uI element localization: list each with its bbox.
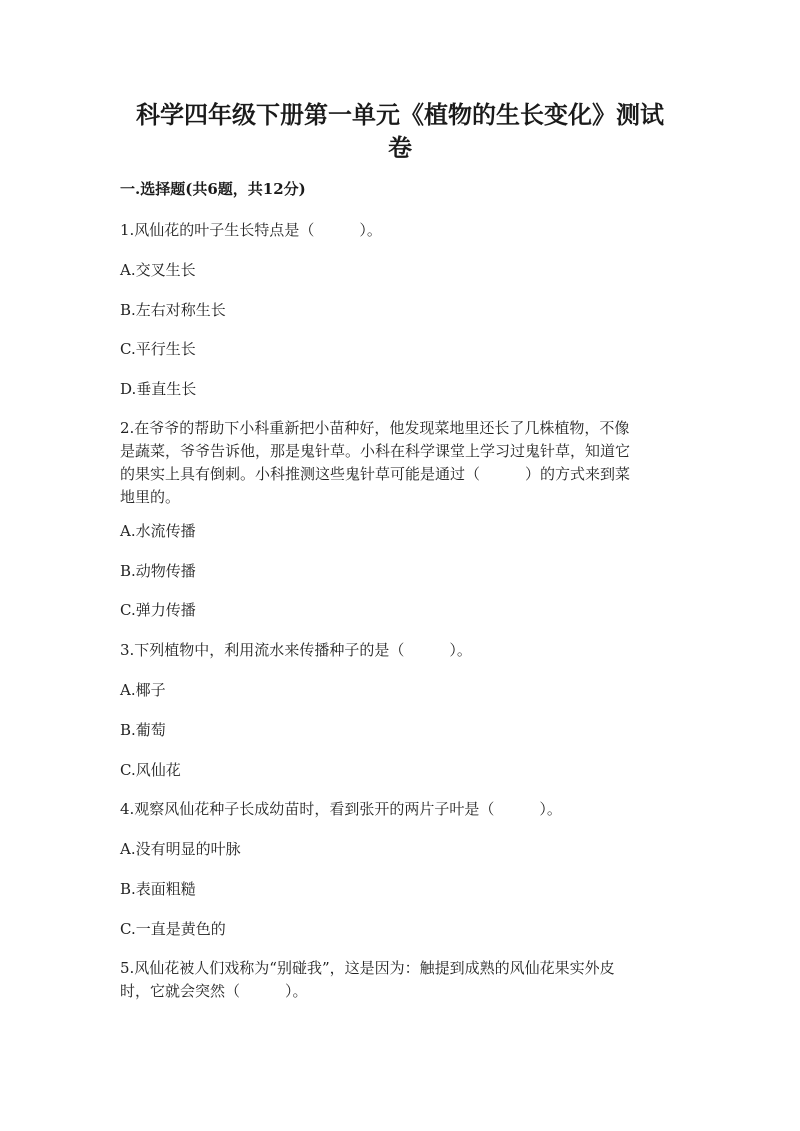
question-2-line-3: 的果实上具有倒刺。小科推测这些鬼针草可能是通过（ ）的方式来到菜 [120,465,631,483]
question-4-stem: 4.观察风仙花种子长成幼苗时，看到张开的两片子叶是（ ）。 [120,800,562,818]
document-title [110,98,690,164]
question-5-line-2: 时，它就会突然（ ）。 [120,982,308,1000]
question-1-option-a: A.交叉生长 [120,261,196,279]
question-1-option-d: D.垂直生长 [120,380,197,398]
question-2-option-c: C.弹力传播 [120,601,196,619]
question-4-option-b: B.表面粗糙 [120,880,196,898]
question-1-option-b: B.左右对称生长 [120,301,226,319]
question-3-stem: 3.下列植物中，利用流水来传播种子的是（ ）。 [120,641,472,659]
question-1-stem: 1.风仙花的叶子生长特点是（ ）。 [120,221,382,239]
question-3-option-a: A.椰子 [120,681,166,699]
section-heading: 一.选择题(共6题，共12分) [120,180,306,198]
title-line-2: 卷 [388,133,412,162]
question-2-option-a: A.水流传播 [120,522,196,540]
question-2-line-2: 是蔬菜，爷爷告诉他，那是鬼针草。小科在科学课堂上学习过鬼针草，知道它 [120,442,631,460]
question-2-stem [120,417,680,509]
question-3-option-b: B.葡萄 [120,721,166,739]
question-5-stem [120,957,680,1003]
question-2-option-b: B.动物传播 [120,562,196,580]
title-line-1: 科学四年级下册第一单元《植物的生长变化》测试 [136,100,664,129]
question-5-line-1: 5.风仙花被人们戏称为“别碰我”，这是因为：触提到成熟的风仙花果实外皮 [120,959,615,977]
question-4-option-c: C.一直是黄色的 [120,920,226,938]
question-2-line-1: 2.在爷爷的帮助下小科重新把小苗种好，他发现菜地里还长了几株植物，不像 [120,419,630,437]
question-2-line-4: 地里的。 [120,488,181,506]
question-3-option-c: C.风仙花 [120,761,181,779]
question-4-option-a: A.没有明显的叶脉 [120,840,241,858]
question-1-option-c: C.平行生长 [120,340,196,358]
